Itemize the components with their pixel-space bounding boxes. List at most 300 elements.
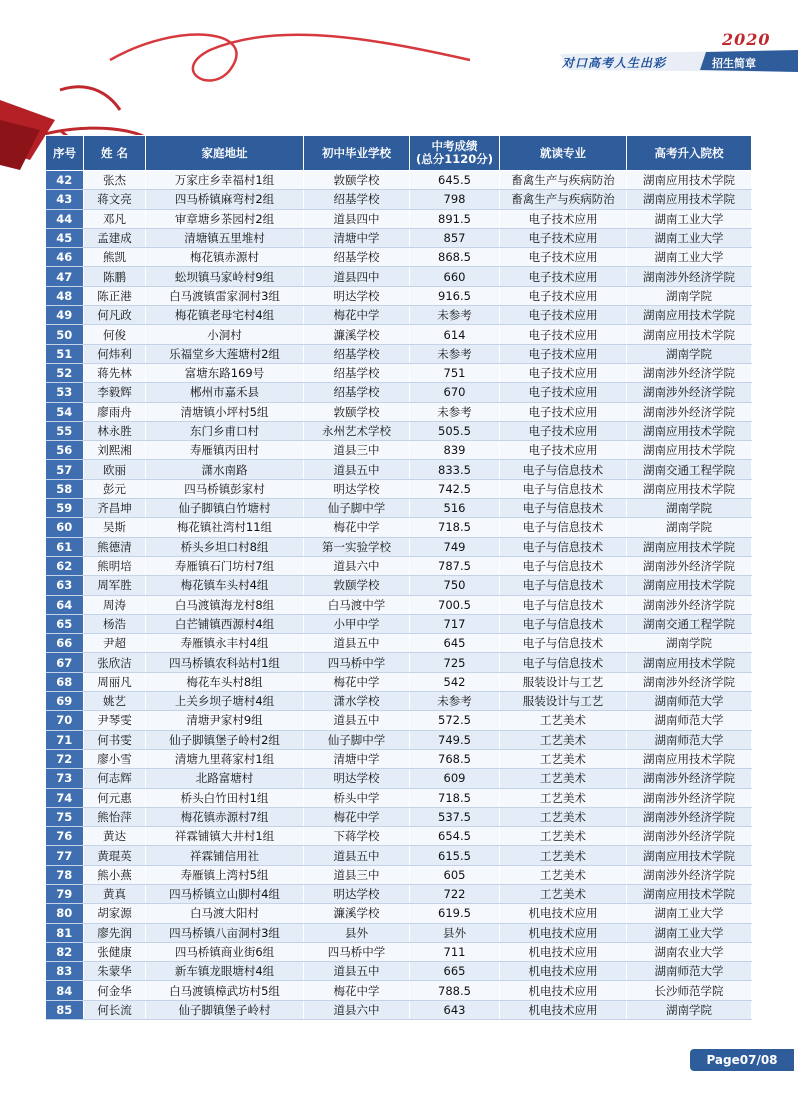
table-row xyxy=(46,518,752,537)
student-name: 孟建成 xyxy=(84,228,146,247)
major: 电子技术应用 xyxy=(500,383,627,402)
student-name: 何俊 xyxy=(84,325,146,344)
exam-score: 542 xyxy=(410,672,500,691)
student-name: 廖雨舟 xyxy=(84,402,146,421)
major: 电子技术应用 xyxy=(500,306,627,325)
home-address: 小洞村 xyxy=(146,325,304,344)
college: 湖南师范大学 xyxy=(627,711,752,730)
home-address: 万家庄乡幸福村1组 xyxy=(146,171,304,190)
major: 工艺美术 xyxy=(500,827,627,846)
row-no: 78 xyxy=(46,865,84,884)
student-name: 彭元 xyxy=(84,479,146,498)
table-row xyxy=(46,884,752,903)
home-address: 潇水南路 xyxy=(146,460,304,479)
row-no: 82 xyxy=(46,942,84,961)
student-name: 齐昌坤 xyxy=(84,499,146,518)
middle-school: 道县五中 xyxy=(304,460,410,479)
row-no: 80 xyxy=(46,904,84,923)
middle-school: 道县四中 xyxy=(304,267,410,286)
table-row xyxy=(46,730,752,749)
exam-score: 750 xyxy=(410,576,500,595)
home-address: 四马桥镇立山脚村4组 xyxy=(146,884,304,903)
exam-score: 未参考 xyxy=(410,692,500,711)
college: 湖南师范大学 xyxy=(627,692,752,711)
row-no: 60 xyxy=(46,518,84,537)
college: 湖南应用技术学院 xyxy=(627,171,752,190)
middle-school: 绍基学校 xyxy=(304,190,410,209)
student-name: 何元惠 xyxy=(84,788,146,807)
page-number: Page07/08 xyxy=(690,1049,794,1071)
college: 湖南工业大学 xyxy=(627,209,752,228)
major: 电子技术应用 xyxy=(500,286,627,305)
row-no: 57 xyxy=(46,460,84,479)
home-address: 清塘九里蒋家村1组 xyxy=(146,749,304,768)
college: 湖南交通工程学院 xyxy=(627,614,752,633)
exam-score: 572.5 xyxy=(410,711,500,730)
major: 机电技术应用 xyxy=(500,923,627,942)
student-name: 邓凡 xyxy=(84,209,146,228)
middle-school: 永州艺术学校 xyxy=(304,421,410,440)
exam-score: 718.5 xyxy=(410,518,500,537)
table-header-row xyxy=(46,136,752,171)
major: 电子技术应用 xyxy=(500,344,627,363)
student-name: 何金华 xyxy=(84,981,146,1000)
exam-score: 833.5 xyxy=(410,460,500,479)
student-name: 何长流 xyxy=(84,1000,146,1019)
col-school: 初中毕业学校 xyxy=(304,136,410,171)
student-name: 吴斯 xyxy=(84,518,146,537)
exam-score: 700.5 xyxy=(410,595,500,614)
major: 电子与信息技术 xyxy=(500,499,627,518)
exam-score: 505.5 xyxy=(410,421,500,440)
table-row xyxy=(46,460,752,479)
table-row xyxy=(46,344,752,363)
home-address: 仙子脚镇堡子岭村2组 xyxy=(146,730,304,749)
home-address: 审章塘乡茶园村2组 xyxy=(146,209,304,228)
middle-school: 小甲中学 xyxy=(304,614,410,633)
row-no: 74 xyxy=(46,788,84,807)
middle-school: 明达学校 xyxy=(304,884,410,903)
middle-school: 第一实验学校 xyxy=(304,537,410,556)
college: 湖南应用技术学院 xyxy=(627,846,752,865)
major: 电子技术应用 xyxy=(500,248,627,267)
table-row xyxy=(46,441,752,460)
row-no: 43 xyxy=(46,190,84,209)
student-name: 廖先润 xyxy=(84,923,146,942)
college: 湖南涉外经济学院 xyxy=(627,383,752,402)
major: 电子技术应用 xyxy=(500,325,627,344)
col-score-title: 中考成绩 xyxy=(431,139,478,153)
student-name: 周涛 xyxy=(84,595,146,614)
major: 电子技术应用 xyxy=(500,209,627,228)
col-address: 家庭地址 xyxy=(146,136,304,171)
row-no: 65 xyxy=(46,614,84,633)
major: 电子与信息技术 xyxy=(500,537,627,556)
row-no: 84 xyxy=(46,981,84,1000)
row-no: 75 xyxy=(46,807,84,826)
student-name: 周丽凡 xyxy=(84,672,146,691)
student-name: 熊小燕 xyxy=(84,865,146,884)
major: 工艺美术 xyxy=(500,884,627,903)
table-row xyxy=(46,306,752,325)
student-name: 何书雯 xyxy=(84,730,146,749)
exam-score: 未参考 xyxy=(410,402,500,421)
home-address: 寿雁镇永丰村4组 xyxy=(146,634,304,653)
college: 湖南学院 xyxy=(627,634,752,653)
exam-score: 722 xyxy=(410,884,500,903)
major: 电子与信息技术 xyxy=(500,653,627,672)
row-no: 49 xyxy=(46,306,84,325)
home-address: 仙子脚镇白竹塘村 xyxy=(146,499,304,518)
middle-school: 道县五中 xyxy=(304,711,410,730)
student-name: 张健康 xyxy=(84,942,146,961)
college: 湖南应用技术学院 xyxy=(627,884,752,903)
major: 电子与信息技术 xyxy=(500,479,627,498)
middle-school: 梅花中学 xyxy=(304,306,410,325)
table-row xyxy=(46,865,752,884)
student-name: 蒋文亮 xyxy=(84,190,146,209)
student-name: 尹超 xyxy=(84,634,146,653)
home-address: 梅花镇社湾村11组 xyxy=(146,518,304,537)
home-address: 梅花镇老母宅村4组 xyxy=(146,306,304,325)
college: 湖南应用技术学院 xyxy=(627,576,752,595)
table-row xyxy=(46,962,752,981)
major: 电子与信息技术 xyxy=(500,556,627,575)
major: 电子技术应用 xyxy=(500,267,627,286)
home-address: 祥霖铺镇大井村1组 xyxy=(146,827,304,846)
row-no: 85 xyxy=(46,1000,84,1019)
exam-score: 643 xyxy=(410,1000,500,1019)
student-name: 熊德清 xyxy=(84,537,146,556)
row-no: 70 xyxy=(46,711,84,730)
table-row xyxy=(46,904,752,923)
student-name: 陈鹏 xyxy=(84,267,146,286)
exam-score: 916.5 xyxy=(410,286,500,305)
major: 机电技术应用 xyxy=(500,942,627,961)
student-name: 何志辉 xyxy=(84,769,146,788)
student-name: 黄琨英 xyxy=(84,846,146,865)
major: 工艺美术 xyxy=(500,749,627,768)
major: 工艺美术 xyxy=(500,865,627,884)
college: 湖南涉外经济学院 xyxy=(627,363,752,382)
middle-school: 县外 xyxy=(304,923,410,942)
middle-school: 敦颐学校 xyxy=(304,402,410,421)
table-row xyxy=(46,325,752,344)
college: 湖南学院 xyxy=(627,499,752,518)
header-tag: 招生简章 xyxy=(712,57,756,70)
college: 湖南农业大学 xyxy=(627,942,752,961)
row-no: 59 xyxy=(46,499,84,518)
home-address: 乐福堂乡大莲塘村2组 xyxy=(146,344,304,363)
table-row xyxy=(46,190,752,209)
home-address: 白芒铺镇西源村4组 xyxy=(146,614,304,633)
college: 湖南应用技术学院 xyxy=(627,537,752,556)
home-address: 寿雁镇上湾村5组 xyxy=(146,865,304,884)
middle-school: 明达学校 xyxy=(304,286,410,305)
major: 服装设计与工艺 xyxy=(500,672,627,691)
col-no: 序号 xyxy=(46,136,84,171)
college: 湖南工业大学 xyxy=(627,923,752,942)
home-address: 四马桥镇农科站村1组 xyxy=(146,653,304,672)
student-name: 蒋先林 xyxy=(84,363,146,382)
major: 机电技术应用 xyxy=(500,1000,627,1019)
table-row xyxy=(46,634,752,653)
home-address: 清塘尹家村9组 xyxy=(146,711,304,730)
major: 电子与信息技术 xyxy=(500,614,627,633)
major: 电子与信息技术 xyxy=(500,634,627,653)
home-address: 仙子脚镇堡子岭村 xyxy=(146,1000,304,1019)
college: 湖南应用技术学院 xyxy=(627,441,752,460)
row-no: 66 xyxy=(46,634,84,653)
exam-score: 县外 xyxy=(410,923,500,942)
table-row xyxy=(46,672,752,691)
major: 工艺美术 xyxy=(500,711,627,730)
middle-school: 潇水学校 xyxy=(304,692,410,711)
exam-score: 768.5 xyxy=(410,749,500,768)
student-name: 黄达 xyxy=(84,827,146,846)
home-address: 桥头白竹田村1组 xyxy=(146,788,304,807)
college: 湖南交通工程学院 xyxy=(627,460,752,479)
table-row xyxy=(46,923,752,942)
table-row xyxy=(46,402,752,421)
college: 湖南学院 xyxy=(627,518,752,537)
exam-score: 749 xyxy=(410,537,500,556)
major: 电子与信息技术 xyxy=(500,576,627,595)
student-name: 周军胜 xyxy=(84,576,146,595)
exam-score: 718.5 xyxy=(410,788,500,807)
middle-school: 仙子脚中学 xyxy=(304,730,410,749)
row-no: 81 xyxy=(46,923,84,942)
home-address: 白马渡镇雷家洞村3组 xyxy=(146,286,304,305)
home-address: 北路富塘村 xyxy=(146,769,304,788)
home-address: 梅花镇赤源村7组 xyxy=(146,807,304,826)
major: 电子技术应用 xyxy=(500,363,627,382)
major: 电子与信息技术 xyxy=(500,460,627,479)
middle-school: 绍基学校 xyxy=(304,363,410,382)
major: 工艺美术 xyxy=(500,846,627,865)
row-no: 54 xyxy=(46,402,84,421)
table-row xyxy=(46,537,752,556)
major: 电子技术应用 xyxy=(500,228,627,247)
college: 湖南师范大学 xyxy=(627,962,752,981)
college: 湖南涉外经济学院 xyxy=(627,556,752,575)
student-name: 朱蒙华 xyxy=(84,962,146,981)
college: 湖南工业大学 xyxy=(627,904,752,923)
college: 湖南工业大学 xyxy=(627,228,752,247)
middle-school: 绍基学校 xyxy=(304,248,410,267)
middle-school: 道县三中 xyxy=(304,865,410,884)
college: 湖南工业大学 xyxy=(627,248,752,267)
table-row xyxy=(46,228,752,247)
college: 湖南涉外经济学院 xyxy=(627,595,752,614)
middle-school: 仙子脚中学 xyxy=(304,499,410,518)
exam-score: 615.5 xyxy=(410,846,500,865)
table-row xyxy=(46,383,752,402)
table-row xyxy=(46,499,752,518)
exam-score: 614 xyxy=(410,325,500,344)
student-name: 姚艺 xyxy=(84,692,146,711)
major: 工艺美术 xyxy=(500,788,627,807)
home-address: 东门乡甫口村 xyxy=(146,421,304,440)
exam-score: 660 xyxy=(410,267,500,286)
row-no: 52 xyxy=(46,363,84,382)
table-row xyxy=(46,692,752,711)
row-no: 68 xyxy=(46,672,84,691)
home-address: 四马桥镇八亩洞村3组 xyxy=(146,923,304,942)
home-address: 清塘镇五里堆村 xyxy=(146,228,304,247)
exam-score: 798 xyxy=(410,190,500,209)
exam-score: 751 xyxy=(410,363,500,382)
middle-school: 桥头中学 xyxy=(304,788,410,807)
middle-school: 梅花中学 xyxy=(304,672,410,691)
middle-school: 梅花中学 xyxy=(304,807,410,826)
middle-school: 明达学校 xyxy=(304,769,410,788)
college: 湖南涉外经济学院 xyxy=(627,827,752,846)
row-no: 73 xyxy=(46,769,84,788)
row-no: 72 xyxy=(46,749,84,768)
exam-score: 654.5 xyxy=(410,827,500,846)
college: 湖南师范大学 xyxy=(627,730,752,749)
row-no: 48 xyxy=(46,286,84,305)
exam-score: 839 xyxy=(410,441,500,460)
exam-score: 未参考 xyxy=(410,344,500,363)
exam-score: 857 xyxy=(410,228,500,247)
row-no: 58 xyxy=(46,479,84,498)
major: 电子与信息技术 xyxy=(500,595,627,614)
row-no: 76 xyxy=(46,827,84,846)
college: 湖南涉外经济学院 xyxy=(627,769,752,788)
row-no: 79 xyxy=(46,884,84,903)
exam-score: 711 xyxy=(410,942,500,961)
college: 湖南学院 xyxy=(627,1000,752,1019)
major: 工艺美术 xyxy=(500,807,627,826)
year-label: 2020 xyxy=(722,30,771,49)
row-no: 53 xyxy=(46,383,84,402)
home-address: 白马渡大阳村 xyxy=(146,904,304,923)
col-name: 姓 名 xyxy=(84,136,146,171)
middle-school: 道县五中 xyxy=(304,962,410,981)
exam-score: 868.5 xyxy=(410,248,500,267)
middle-school: 绍基学校 xyxy=(304,344,410,363)
col-college: 高考升入院校 xyxy=(627,136,752,171)
college: 湖南学院 xyxy=(627,286,752,305)
student-name: 何炜利 xyxy=(84,344,146,363)
major: 机电技术应用 xyxy=(500,962,627,981)
table-row xyxy=(46,171,752,190)
home-address: 寿雁镇丙田村 xyxy=(146,441,304,460)
college: 湖南涉外经济学院 xyxy=(627,865,752,884)
row-no: 67 xyxy=(46,653,84,672)
home-address: 梅花车头村8组 xyxy=(146,672,304,691)
table-row xyxy=(46,827,752,846)
college: 湖南涉外经济学院 xyxy=(627,267,752,286)
row-no: 83 xyxy=(46,962,84,981)
exam-score: 516 xyxy=(410,499,500,518)
student-name: 胡家源 xyxy=(84,904,146,923)
exam-score: 619.5 xyxy=(410,904,500,923)
middle-school: 四马桥中学 xyxy=(304,942,410,961)
table-row xyxy=(46,981,752,1000)
middle-school: 道县五中 xyxy=(304,846,410,865)
table-row xyxy=(46,595,752,614)
table-row xyxy=(46,576,752,595)
student-name: 尹琴雯 xyxy=(84,711,146,730)
college: 湖南应用技术学院 xyxy=(627,421,752,440)
middle-school: 四马桥中学 xyxy=(304,653,410,672)
row-no: 42 xyxy=(46,171,84,190)
table-row xyxy=(46,711,752,730)
middle-school: 清塘中学 xyxy=(304,749,410,768)
home-address: 桥头乡坦口村8组 xyxy=(146,537,304,556)
major: 畜禽生产与疾病防治 xyxy=(500,190,627,209)
home-address: 郴州市嘉禾县 xyxy=(146,383,304,402)
exam-score: 645.5 xyxy=(410,171,500,190)
major: 机电技术应用 xyxy=(500,981,627,1000)
major: 畜禽生产与疾病防治 xyxy=(500,171,627,190)
student-name: 张杰 xyxy=(84,171,146,190)
middle-school: 濂溪学校 xyxy=(304,904,410,923)
college: 湖南应用技术学院 xyxy=(627,749,752,768)
exam-score: 609 xyxy=(410,769,500,788)
major: 电子与信息技术 xyxy=(500,518,627,537)
student-name: 熊怡萍 xyxy=(84,807,146,826)
exam-score: 665 xyxy=(410,962,500,981)
row-no: 46 xyxy=(46,248,84,267)
exam-score: 788.5 xyxy=(410,981,500,1000)
row-no: 63 xyxy=(46,576,84,595)
table-row xyxy=(46,479,752,498)
exam-score: 891.5 xyxy=(410,209,500,228)
home-address: 四马桥镇麻弯村2组 xyxy=(146,190,304,209)
exam-score: 749.5 xyxy=(410,730,500,749)
college: 湖南应用技术学院 xyxy=(627,306,752,325)
home-address: 新车镇龙眼塘村4组 xyxy=(146,962,304,981)
table-row xyxy=(46,421,752,440)
college: 长沙师范学院 xyxy=(627,981,752,1000)
table-row xyxy=(46,653,752,672)
table-row xyxy=(46,807,752,826)
home-address: 白马渡镇海龙村8组 xyxy=(146,595,304,614)
middle-school: 道县六中 xyxy=(304,556,410,575)
home-address: 四马桥镇商业街6组 xyxy=(146,942,304,961)
exam-score: 未参考 xyxy=(410,306,500,325)
table-row xyxy=(46,248,752,267)
college: 湖南应用技术学院 xyxy=(627,479,752,498)
row-no: 44 xyxy=(46,209,84,228)
middle-school: 清塘中学 xyxy=(304,228,410,247)
row-no: 47 xyxy=(46,267,84,286)
middle-school: 濂溪学校 xyxy=(304,325,410,344)
home-address: 清塘镇小坪村5组 xyxy=(146,402,304,421)
college: 湖南涉外经济学院 xyxy=(627,672,752,691)
middle-school: 白马渡中学 xyxy=(304,595,410,614)
table-row xyxy=(46,846,752,865)
home-address: 四马桥镇彭家村 xyxy=(146,479,304,498)
major: 服装设计与工艺 xyxy=(500,692,627,711)
exam-score: 725 xyxy=(410,653,500,672)
college: 湖南涉外经济学院 xyxy=(627,788,752,807)
college: 湖南涉外经济学院 xyxy=(627,807,752,826)
middle-school: 下蒋学校 xyxy=(304,827,410,846)
major: 工艺美术 xyxy=(500,730,627,749)
row-no: 64 xyxy=(46,595,84,614)
middle-school: 道县三中 xyxy=(304,441,410,460)
table-row xyxy=(46,614,752,633)
home-address: 梅花镇车头村4组 xyxy=(146,576,304,595)
row-no: 62 xyxy=(46,556,84,575)
exam-score: 742.5 xyxy=(410,479,500,498)
student-name: 陈正港 xyxy=(84,286,146,305)
